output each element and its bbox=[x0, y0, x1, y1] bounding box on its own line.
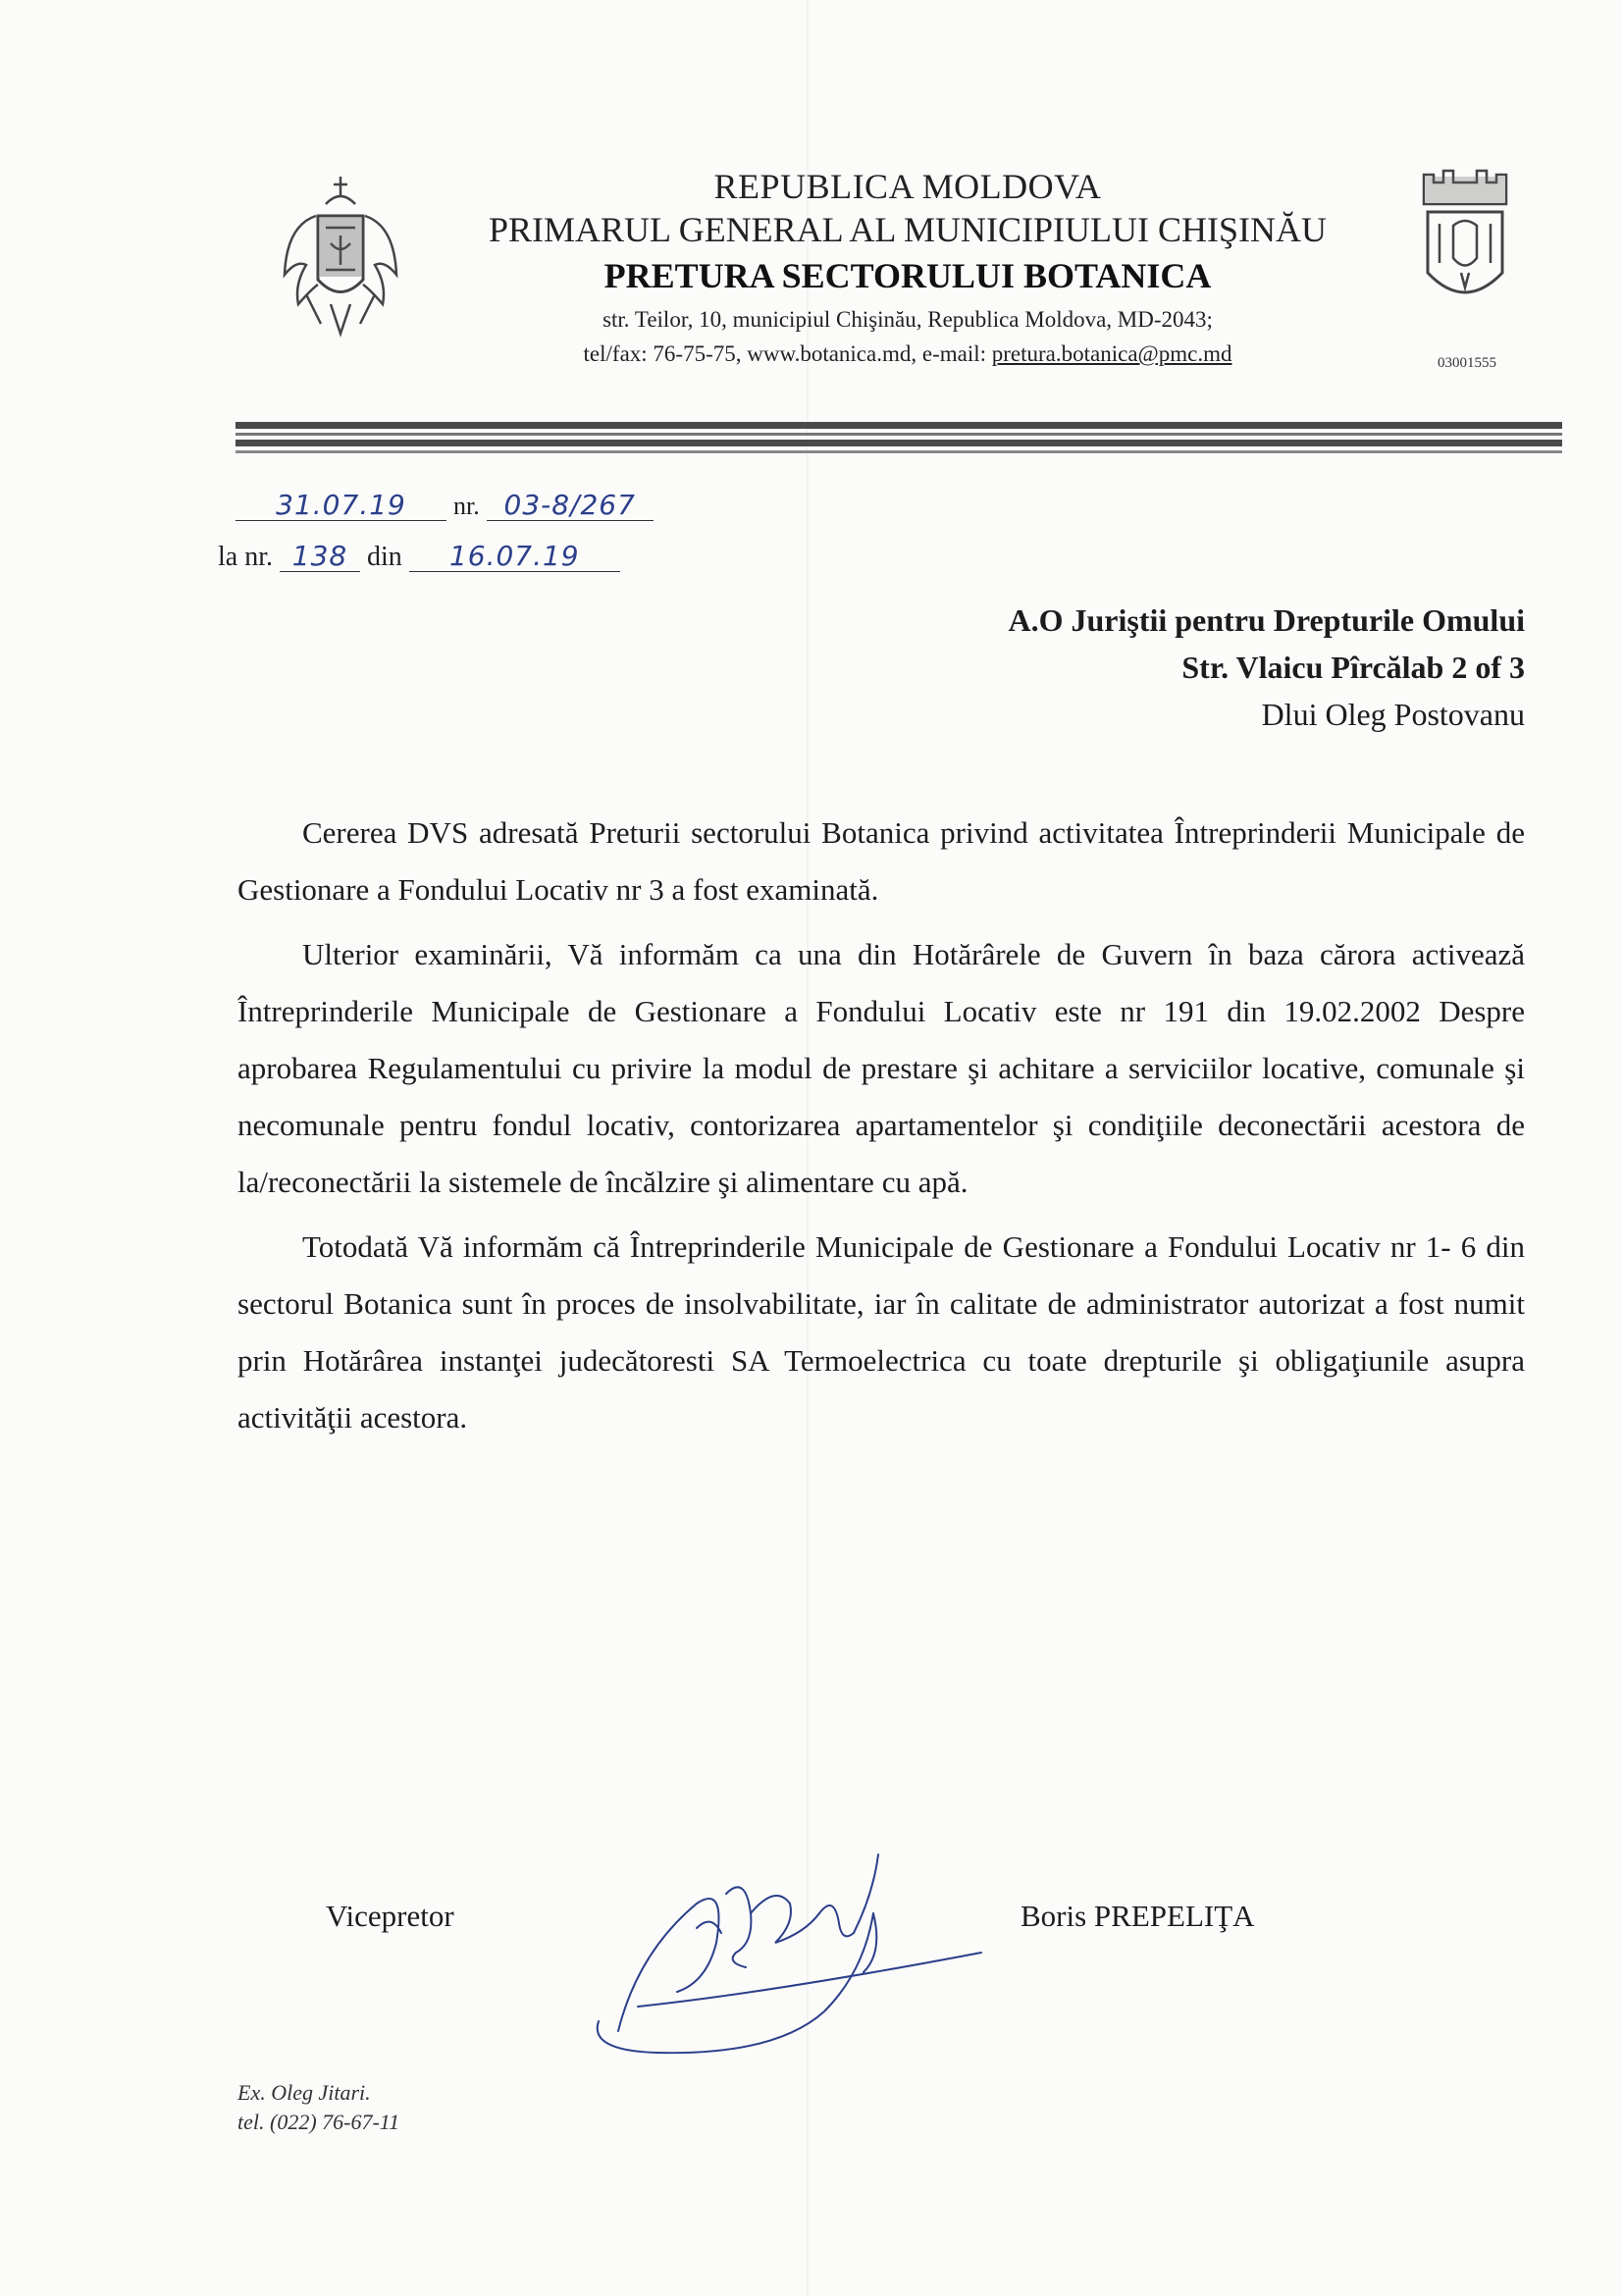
signatory-title: Vicepretor bbox=[326, 1899, 454, 1933]
body-paragraph: Totodată Vă informăm că Întreprinderile Municipale de Gestionare a Fondului Locativ nr 1- 6 din sectorul Botanica sunt în proces de insolvabilitate, iar în calitate de administrator autorizat a fost numit prin Hotărârea instanţei judecătoresti SA Termoelectrica cu toate drepturile şi obligaţiunile asupra activităţii acestora. bbox=[237, 1229, 1525, 1435]
addressee-organization: A.O Juriştii pentru Drepturile Omului bbox=[1008, 602, 1525, 638]
header-divider bbox=[236, 422, 1562, 429]
incoming-date: 16.07.19 bbox=[409, 542, 620, 572]
letter-body bbox=[237, 805, 1525, 1454]
executor-phone: tel. (022) 76-67-11 bbox=[237, 2110, 400, 2134]
contact-info: tel/fax: 76-75-75, www.botanica.md, e-mail: bbox=[583, 341, 992, 366]
addressee-person: Dlui Oleg Postovanu bbox=[1261, 697, 1525, 732]
incoming-number: 138 bbox=[280, 542, 360, 572]
moldova-coat-of-arms-icon bbox=[277, 167, 404, 343]
signatory-name: Boris PREPELIŢA bbox=[1021, 1899, 1255, 1933]
executor-block bbox=[237, 2078, 399, 2137]
nr-label: nr. bbox=[453, 492, 480, 520]
addressee-street: Str. Vlaicu Pîrcălab 2 of 3 bbox=[1181, 650, 1525, 685]
chisinau-coat-of-arms-icon bbox=[1418, 165, 1512, 332]
outgoing-reference bbox=[236, 491, 654, 522]
office-contacts bbox=[422, 339, 1393, 369]
registration-code: 03001555 bbox=[1438, 355, 1496, 371]
country-name: REPUBLICA MOLDOVA bbox=[713, 167, 1102, 206]
addressee-block bbox=[1008, 597, 1525, 738]
email-link[interactable]: pretura.botanica@pmc.md bbox=[991, 341, 1232, 366]
letterhead bbox=[422, 165, 1393, 369]
handwritten-signature bbox=[579, 1796, 991, 2061]
outgoing-number: 03-8/267 bbox=[487, 491, 654, 521]
incoming-reference bbox=[218, 542, 620, 573]
header-divider bbox=[236, 450, 1562, 453]
header-divider bbox=[236, 433, 1562, 436]
la-nr-label: la nr. bbox=[218, 542, 273, 572]
din-label: din bbox=[367, 542, 402, 572]
outgoing-date: 31.07.19 bbox=[236, 491, 446, 521]
header-divider bbox=[236, 440, 1562, 446]
office-address: str. Teilor, 10, municipiul Chişinău, Republica Moldova, MD-2043; bbox=[602, 307, 1213, 332]
authority-name: PRIMARUL GENERAL AL MUNICIPIULUI CHIŞINĂU bbox=[489, 210, 1327, 249]
office-name: PRETURA SECTORULUI BOTANICA bbox=[603, 256, 1212, 295]
body-paragraph: Ulterior examinării, Vă informăm ca una din Hotărârele de Guvern în baza cărora activează Întreprinderile Municipale de Gestionare a Fondului Locativ este nr 191 din 19.02.2002 Despre aprobarea Regulamentului cu privire la modul de prestare şi achitare a serviciilor locative, comunale şi necomunale pentru fondul locativ, contorizarea apartamentelor şi condiţiile deconectării acestora de la/reconectării la sistemele de încălzire şi alimentare cu apă. bbox=[237, 937, 1525, 1199]
body-paragraph: Cererea DVS adresată Preturii sectorului Botanica privind activitatea Întreprinderii Municipale de Gestionare a Fondului Locativ nr 3 a fost examinată. bbox=[237, 815, 1525, 907]
executor-name: Ex. Oleg Jitari. bbox=[237, 2080, 371, 2105]
